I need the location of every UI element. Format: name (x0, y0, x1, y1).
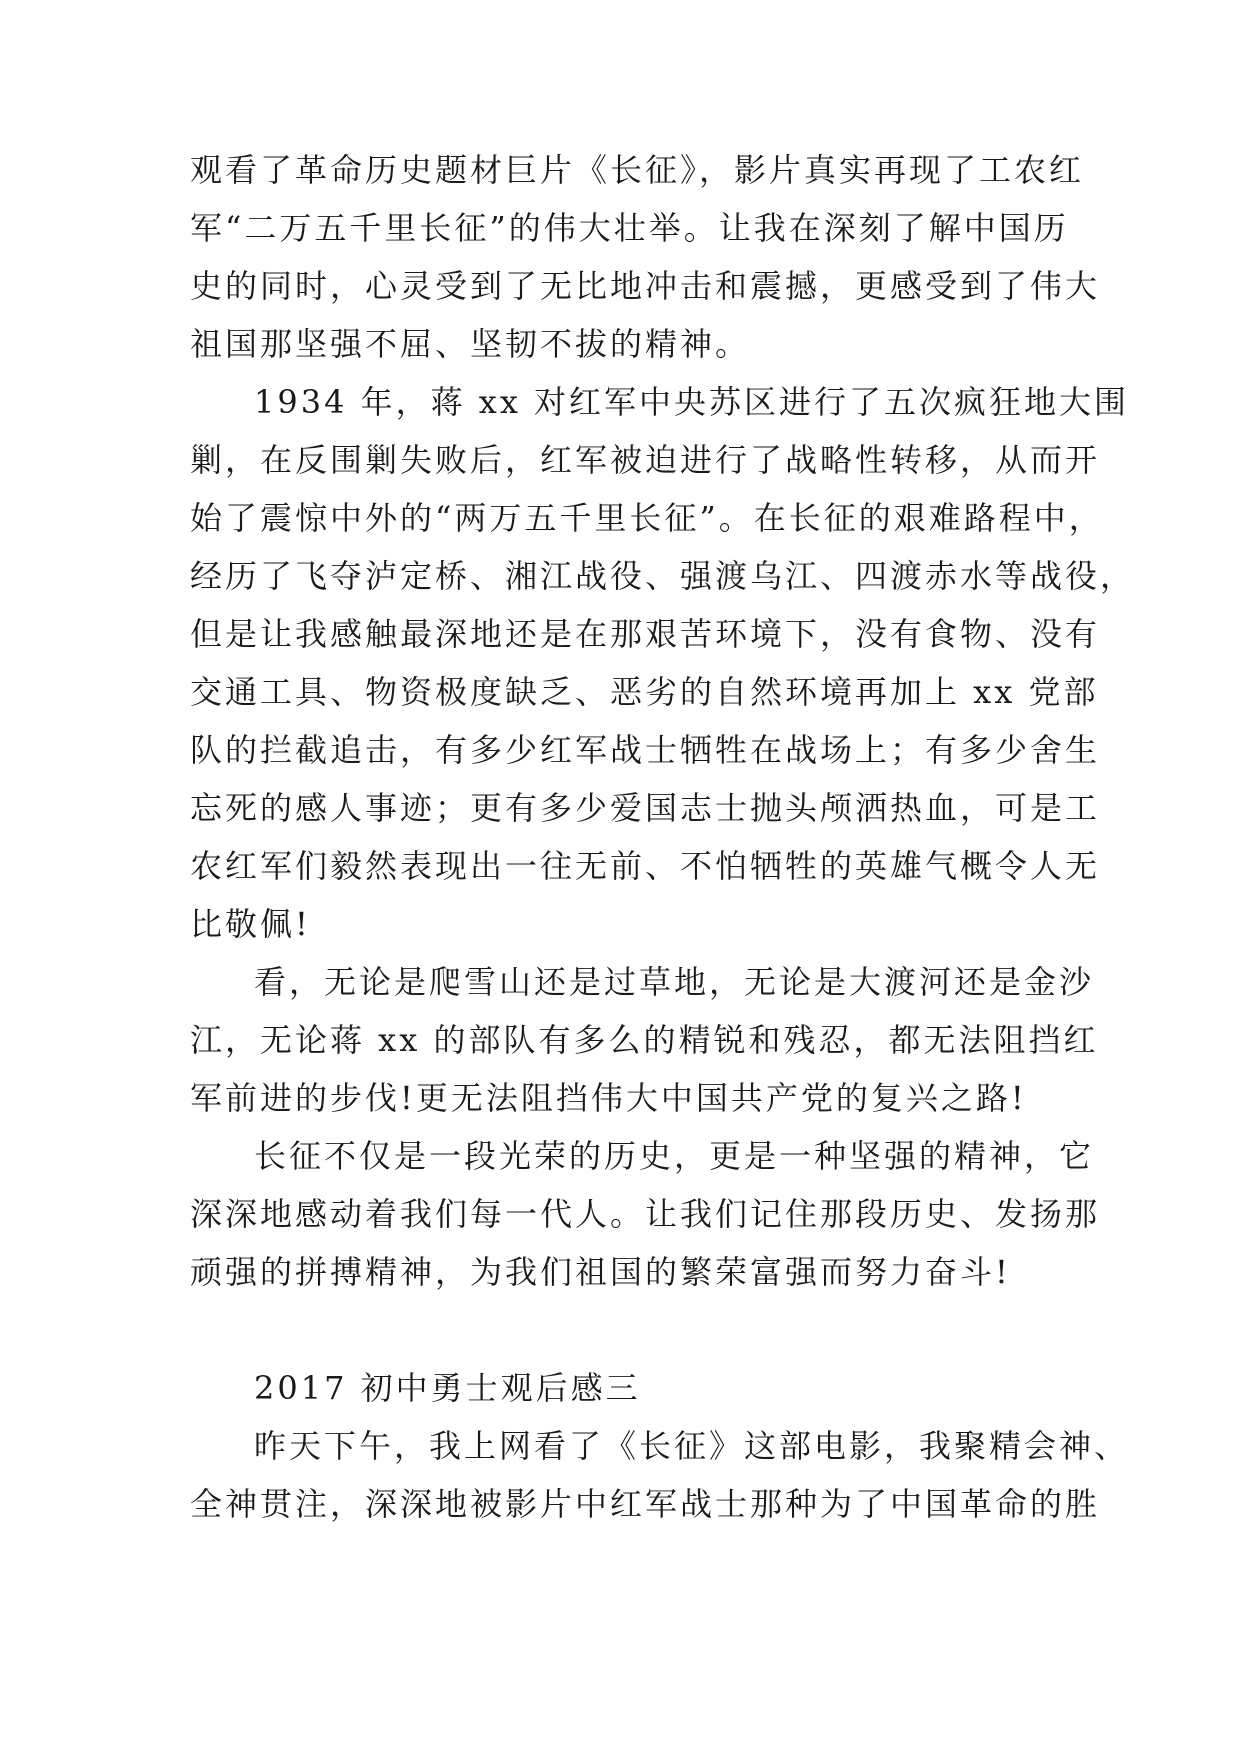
paragraph-2-line-6: 交通工具、物资极度缺乏、恶劣的自然环境再加上 xx 党部 (190, 673, 1099, 711)
paragraph-4-line-3: 顽强的拼搏精神，为我们祖国的繁荣富强而努力奋斗! (190, 1253, 1011, 1291)
paragraph-2-line-10: 比敬佩! (190, 905, 311, 943)
paragraph-3-line-1: 看，无论是爬雪山还是过草地，无论是大渡河还是金沙 (254, 963, 1095, 1001)
paragraph-5-line-2: 全神贯注，深深地被影片中红军战士那种为了中国革命的胜 (190, 1485, 1101, 1523)
paragraph-2-line-4: 经历了飞夺泸定桥、湘江战役、强渡乌江、四渡赤水等战役， (190, 557, 1136, 595)
paragraph-1-line-3: 史的同时，心灵受到了无比地冲击和震撼，更感受到了伟大 (190, 267, 1101, 305)
paragraph-2-line-9: 农红军们毅然表现出一往无前、不怕牺牲的英雄气概令人无 (190, 847, 1101, 885)
paragraph-2-line-7: 队的拦截追击，有多少红军战士牺牲在战场上；有多少舍生 (190, 731, 1101, 769)
paragraph-2-line-2: 剿，在反围剿失败后，红军被迫进行了战略性转移，从而开 (190, 441, 1101, 479)
paragraph-1-line-2: 军“二万五千里长征”的伟大壮举。让我在深刻了解中国历 (190, 209, 1069, 247)
paragraph-2-line-8: 忘死的感人事迹；更有多少爱国志士抛头颅洒热血，可是工 (190, 789, 1101, 827)
paragraph-4-line-1: 长征不仅是一段光荣的历史，更是一种坚强的精神，它 (254, 1137, 1095, 1175)
paragraph-2-line-1: 1934 年，蒋 xx 对红军中央苏区进行了五次疯狂地大围 (254, 383, 1130, 421)
section-title: 2017 初中勇士观后感三 (254, 1369, 641, 1407)
paragraph-3-line-2: 江，无论蒋 xx 的部队有多么的精锐和残忍，都无法阻挡红 (190, 1021, 1099, 1059)
paragraph-4-line-2: 深深地感动着我们每一代人。让我们记住那段历史、发扬那 (190, 1195, 1101, 1233)
paragraph-3-line-3: 军前进的步伐!更无法阻挡伟大中国共产党的复兴之路! (190, 1079, 1027, 1117)
paragraph-2-line-3: 始了震惊中外的“两万五千里长征”。在长征的艰难路程中， (190, 499, 1104, 537)
paragraph-5-line-1: 昨天下午，我上网看了《长征》这部电影，我聚精会神、 (254, 1427, 1130, 1465)
paragraph-2-line-5: 但是让我感触最深地还是在那艰苦环境下，没有食物、没有 (190, 615, 1101, 653)
paragraph-1-line-4: 祖国那坚强不屈、坚韧不拔的精神。 (190, 325, 751, 363)
paragraph-1-line-1: 观看了革命历史题材巨片《长征》，影片真实再现了工农红 (190, 151, 1085, 189)
